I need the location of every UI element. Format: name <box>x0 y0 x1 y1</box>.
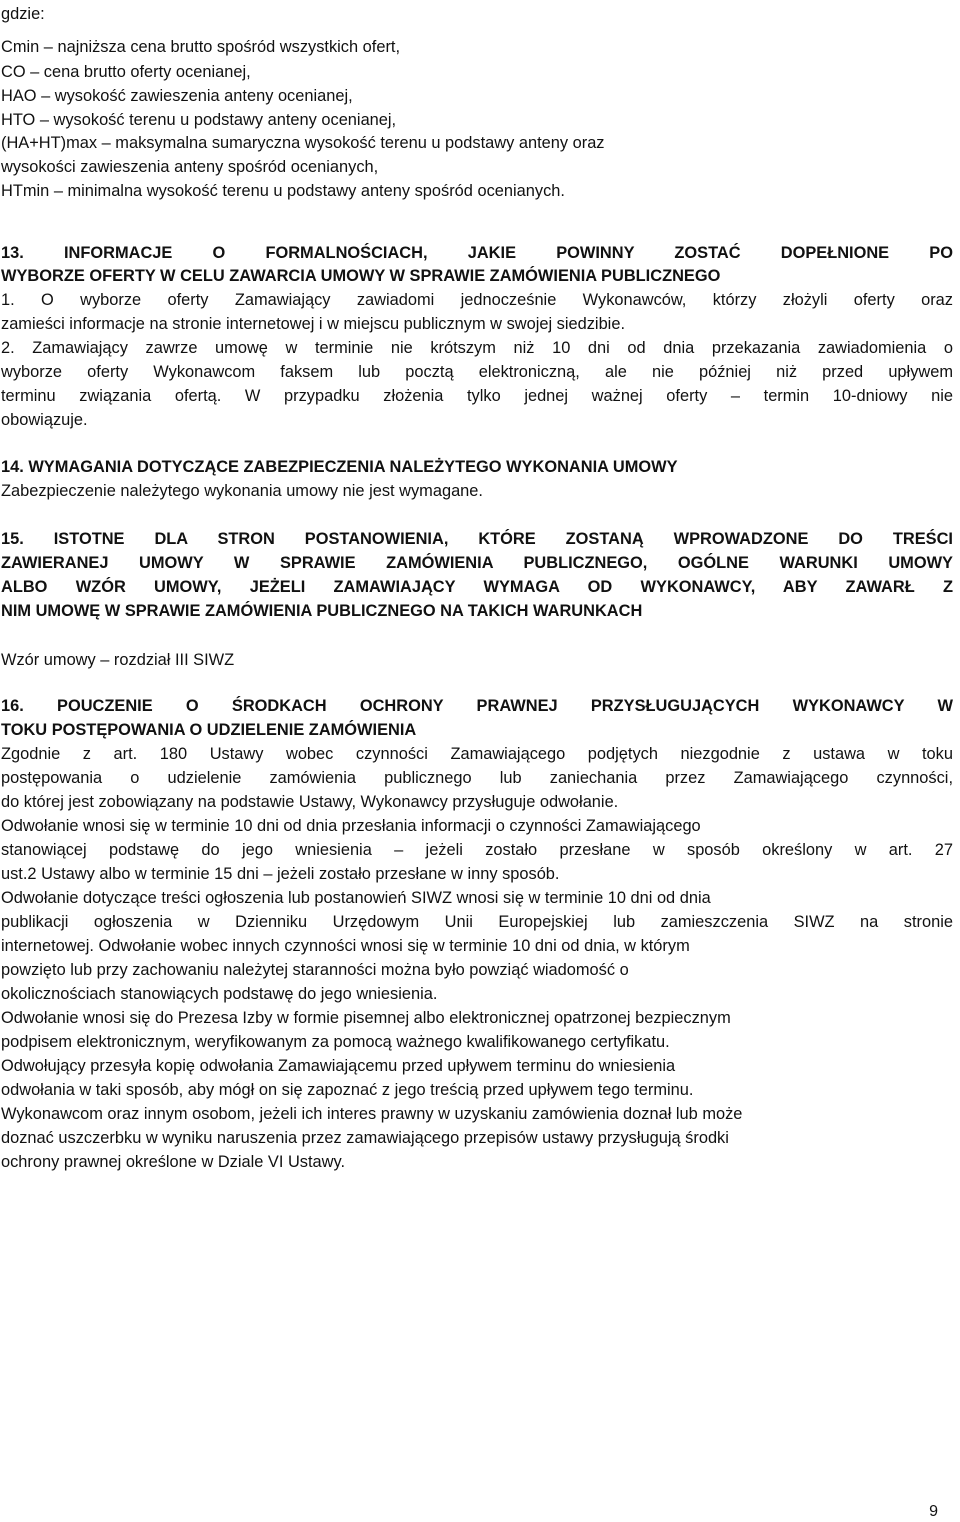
definition-line: HAO – wysokość zawieszenia anteny ocenianej, <box>1 87 353 105</box>
section-16-body-line: stanowiącej podstawę do jego wniesienia – jeżeli zostało przesłane w sposób określony w art. 27 <box>1 841 953 859</box>
section-16-body-line: postępowania o udzielenie zamówienia publicznego lub zaniechania przez Zamawiającego czynności, <box>1 769 953 787</box>
section-13-body-line: wyborze oferty Wykonawcom faksem lub pocztą elektroniczną, ale nie później niż przed upływem <box>1 363 953 381</box>
section-16-body-line: do której jest zobowiązany na podstawie Ustawy, Wykonawcy przysługuje odwołanie. <box>1 793 619 811</box>
definition-line: HTO – wysokość terenu u podstawy anteny ocenianej, <box>1 111 397 129</box>
definition-line: CO – cena brutto oferty ocenianej, <box>1 63 251 81</box>
section-16-body-line: Odwołanie wnosi się w terminie 10 dni od dnia przesłania informacji o czynności Zamawiającego <box>1 817 701 835</box>
section-16-body-line: powzięto lub przy zachowaniu należytej staranności można było powziąć wiadomość o <box>1 961 629 979</box>
section-15-title-line: ALBO WZÓR UMOWY, JEŻELI ZAMAWIAJĄCY WYMAGA OD WYKONAWCY, ABY ZAWARŁ Z <box>1 578 953 596</box>
section-16-body-line: Zgodnie z art. 180 Ustawy wobec czynności Zamawiającego podjętych niezgodnie z ustawa w toku <box>1 745 953 763</box>
section-15-title-line: 15. ISTOTNE DLA STRON POSTANOWIENIA, KTÓRE ZOSTANĄ WPROWADZONE DO TREŚCI <box>1 530 953 548</box>
section-16-title-line: TOKU POSTĘPOWANIA O UDZIELENIE ZAMÓWIENIA <box>1 721 417 739</box>
section-16-body-line: doznać uszczerbku w wyniku naruszenia przez zamawiającego przepisów ustawy przysługują środki <box>1 1129 729 1147</box>
section-13-body-line: 1. O wyborze oferty Zamawiający zawiadomi jednocześnie Wykonawców, którzy złożyli oferty oraz <box>1 291 953 309</box>
section-16-body-line: odwołania w taki sposób, aby mógł on się zapoznać z jego treścią przed upływem tego terminu. <box>1 1081 694 1099</box>
section-15-body: Wzór umowy – rozdział III SIWZ <box>1 651 235 669</box>
section-14-title: 14. WYMAGANIA DOTYCZĄCE ZABEZPIECZENIA NALEŻYTEGO WYKONANIA UMOWY <box>1 458 678 476</box>
section-16-body-line: ochrony prawnej określone w Dziale VI Ustawy. <box>1 1153 346 1171</box>
section-13-body-line: obowiązuje. <box>1 411 88 429</box>
section-16-body-line: Odwołujący przesyła kopię odwołania Zamawiającemu przed upływem terminu do wniesienia <box>1 1057 676 1075</box>
section-16-body-line: Odwołanie dotyczące treści ogłoszenia lub postanowień SIWZ wnosi się w terminie 10 dni od dnia <box>1 889 711 907</box>
page-number: 9 <box>929 1503 938 1520</box>
section-14-body: Zabezpieczenie należytego wykonania umowy nie jest wymagane. <box>1 482 483 500</box>
section-16-body-line: Wykonawcom oraz innym osobom, jeżeli ich interes prawny w uzyskaniu zamówienia doznał lub może <box>1 1105 743 1123</box>
section-16-body-line: publikacji ogłoszenia w Dzienniku Urzędowym Unii Europejskiej lub zamieszczenia SIWZ na stronie <box>1 913 953 931</box>
section-16-body-line: okolicznościach stanowiących podstawę do jego wniesienia. <box>1 985 438 1003</box>
definition-line: (HA+HT)max – maksymalna sumaryczna wysokość terenu u podstawy anteny oraz <box>1 134 605 152</box>
section-16-body-line: Odwołanie wnosi się do Prezesa Izby w formie pisemnej albo elektronicznej opatrzonej bezpiecznym <box>1 1009 731 1027</box>
definition-line: Cmin – najniższa cena brutto spośród wszystkich ofert, <box>1 38 401 56</box>
section-13-title-line: WYBORZE OFERTY W CELU ZAWARCIA UMOWY W SPRAWIE ZAMÓWIENIA PUBLICZNEGO <box>1 267 721 285</box>
section-13-title-line: 13. INFORMACJE O FORMALNOŚCIACH, JAKIE POWINNY ZOSTAĆ DOPEŁNIONE PO <box>1 244 953 262</box>
section-16-body-line: internetowej. Odwołanie wobec innych czynności wnosi się w terminie 10 dni od dnia, w którym <box>1 937 690 955</box>
definition-line: wysokości zawieszenia anteny spośród ocenianych, <box>1 158 379 176</box>
section-13-body-line: 2. Zamawiający zawrze umowę w terminie nie krótszym niż 10 dni od dnia przekazania zawiadomienia o <box>1 339 953 357</box>
section-16-body-line: ust.2 Ustawy albo w terminie 15 dni – jeżeli zostało przesłane w inny sposób. <box>1 865 560 883</box>
section-15-title-line: NIM UMOWĘ W SPRAWIE ZAMÓWIENIA PUBLICZNEGO NA TAKICH WARUNKACH <box>1 602 643 620</box>
section-13-body-line: zamieści informacje na stronie internetowej i w miejscu publicznym w swojej siedzibie. <box>1 315 625 333</box>
section-15-title-line: ZAWIERANEJ UMOWY W SPRAWIE ZAMÓWIENIA PUBLICZNEGO, OGÓLNE WARUNKI UMOWY <box>1 554 953 572</box>
section-16-title-line: 16. POUCZENIE O ŚRODKACH OCHRONY PRAWNEJ PRZYSŁUGUJĄCYCH WYKONAWCY W <box>1 697 953 715</box>
section-13-body-line: terminu związania ofertą. W przypadku złożenia tylko jednej ważnej oferty – termin 10-dniowy nie <box>1 387 953 405</box>
definition-line: HTmin – minimalna wysokość terenu u podstawy anteny spośród ocenianych. <box>1 182 565 200</box>
section-16-body-line: podpisem elektronicznym, weryfikowanym za pomocą ważnego kwalifikowanego certyfikatu. <box>1 1033 670 1051</box>
definitions-heading: gdzie: <box>1 5 45 23</box>
